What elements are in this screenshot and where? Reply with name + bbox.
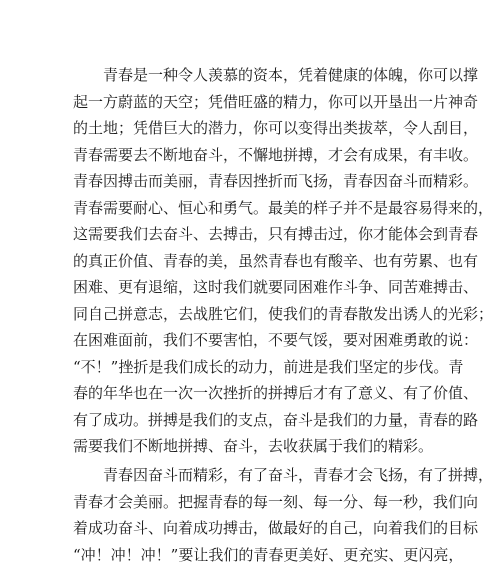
paragraph-line: 的真正价值、青春的美，虽然青春也有酸辛、也有劳累、也有 — [73, 251, 479, 270]
paragraph-line: 青春需要耐心、恒心和勇气。最美的样子并不是最容易得来的， — [73, 198, 494, 217]
paragraph-line: 在困难面前，我们不要害怕，不要气馁，要对困难勇敢的说： — [73, 331, 479, 349]
paragraph-line: 青春是一种令人羡慕的资本，凭着健康的体魄，你可以撑 — [103, 66, 479, 84]
paragraph-line: 有了成功。拼搏是我们的支点，奋斗是我们的力量，青春的路 — [73, 410, 479, 429]
paragraph-line: 青春因搏击而美丽，青春因挫折而飞扬，青春因奋斗而精彩。 — [73, 172, 479, 190]
paragraph-line: 同自己拼意志，去战胜它们，使我们的青春散发出诱人的光彩； — [73, 304, 494, 323]
paragraph-line: 的土地；凭借巨大的潜力，你可以变得出类拔萃，令人刮目， — [73, 119, 479, 137]
paragraph-line: 需要我们不断地拼搏、奋斗，去收获属于我们的精彩。 — [73, 437, 434, 455]
paragraph-line: 青春才会美丽。把握青春的每一刻、每一分、每一秒，我们向 — [73, 492, 479, 511]
paragraph-line: 起一方蔚蓝的天空；凭借旺盛的精力，你可以开垦出一片神奇 — [73, 92, 479, 111]
paragraph-line: 青春需要去不断地奋斗，不懈地拼搏，才会有成果，有丰收。 — [73, 145, 479, 164]
paragraph-line: 春的年华也在一次一次挫折的拼搏后才有了意义、有了价值、 — [73, 384, 479, 402]
paragraph-line: 青春因奋斗而精彩，有了奋斗，青春才会飞扬，有了拼搏， — [103, 466, 494, 484]
paragraph-line: 着成功奋斗、向着成功搏击，做最好的自己，向着我们的目标 — [73, 519, 479, 537]
paragraph-line: 这需要我们去奋斗、去搏击，只有搏击过，你才能体会到青春 — [73, 225, 479, 243]
paragraph-line: 困难、更有退缩，这时我们就要同困难作斗争、同苦难搏击、 — [73, 278, 479, 296]
paragraph-1 — [73, 62, 494, 460]
paragraph-2 — [73, 462, 494, 566]
paragraph-line: “不！”挫折是我们成长的动力，前进是我们坚定的步伐。青 — [73, 357, 464, 376]
paragraph-line: “冲！冲！冲！”要让我们的青春更美好、更充实、更闪亮， — [73, 545, 464, 564]
